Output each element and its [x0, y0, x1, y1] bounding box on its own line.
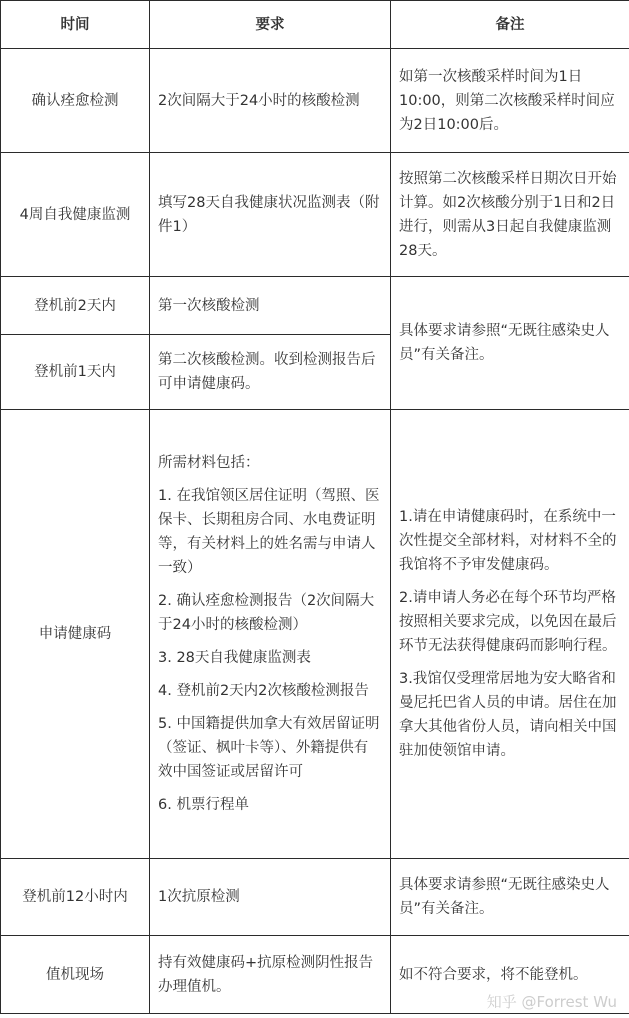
- time-cell: 申请健康码: [1, 410, 150, 859]
- requirement-cell: 1次抗原检测: [150, 859, 391, 936]
- time-cell: 确认痊愈检测: [1, 49, 150, 153]
- table-row: [1, 859, 629, 936]
- time-cell: 登机前12小时内: [1, 859, 150, 936]
- materials-heading: 所需材料包括：: [158, 455, 260, 471]
- requirement-cell: [150, 410, 391, 859]
- table-row: [1, 410, 629, 859]
- table-row: [1, 49, 629, 153]
- requirement-cell: 第二次核酸检测。收到检测报告后可申请健康码。: [150, 335, 391, 410]
- material-item: 2. 确认痊愈检测报告（2次间隔大于24小时的核酸检测）: [158, 593, 375, 633]
- note-cell: 按照第二次核酸采样日期次日开始计算。如2次核酸分别于1日和2日进行，则需从3日起自我健康监测28天。: [391, 153, 629, 277]
- header-row: [1, 1, 629, 49]
- material-item: 1. 在我馆领区居住证明（驾照、医保卡、长期租房合同、水电费证明等，有关材料上的姓名需与申请人一致）: [158, 488, 380, 576]
- note-cell: 具体要求请参照“无既往感染史人员”有关备注。: [391, 859, 629, 936]
- material-item: 4. 登机前2天内2次核酸检测报告: [158, 683, 369, 699]
- material-item: 5. 中国籍提供加拿大有效居留证明（签证、枫叶卡等）、外籍提供有效中国签证或居留许可: [158, 716, 380, 780]
- material-item: 6. 机票行程单: [158, 797, 249, 813]
- note-item: 1.请在申请健康码时，在系统中一次性提交全部材料，对材料不全的我馆将不予审发健康码。: [399, 509, 617, 573]
- note-item: 2.请申请人务必在每个环节均严格按照相关要求完成，以免因在最后环节无法获得健康码而影响行程。: [399, 590, 617, 654]
- note-cell: [391, 410, 629, 859]
- requirement-cell: 持有效健康码+抗原检测阴性报告办理值机。: [150, 936, 391, 1014]
- requirement-cell: 填写28天自我健康状况监测表（附件1）: [150, 153, 391, 277]
- note-cell: 具体要求请参照“无既往感染史人员”有关备注。: [391, 277, 629, 410]
- watermark: 知乎 @Forrest Wu: [486, 993, 617, 1011]
- note-cell: 如第一次核酸采样时间为1日10:00，则第二次核酸采样时间应为2日10:00后。: [391, 49, 629, 153]
- header-note: 备注: [391, 1, 629, 49]
- header-requirement: 要求: [150, 1, 391, 49]
- table-row: [1, 277, 629, 335]
- time-cell: 登机前1天内: [1, 335, 150, 410]
- note-item: 3.我馆仅受理常居地为安大略省和曼尼托巴省人员的申请。居住在加拿大其他省份人员，请向相关中国驻加使领馆申请。: [399, 671, 617, 759]
- time-cell: 值机现场: [1, 936, 150, 1014]
- requirement-cell: 第一次核酸检测: [150, 277, 391, 335]
- note-cell: 如不符合要求，将不能登机。: [391, 936, 629, 1014]
- time-cell: 登机前2天内: [1, 277, 150, 335]
- time-cell: 4周自我健康监测: [1, 153, 150, 277]
- header-time: 时间: [1, 1, 150, 49]
- requirement-cell: 2次间隔大于24小时的核酸检测: [150, 49, 391, 153]
- table-row: [1, 153, 629, 277]
- material-item: 3. 28天自我健康监测表: [158, 650, 311, 666]
